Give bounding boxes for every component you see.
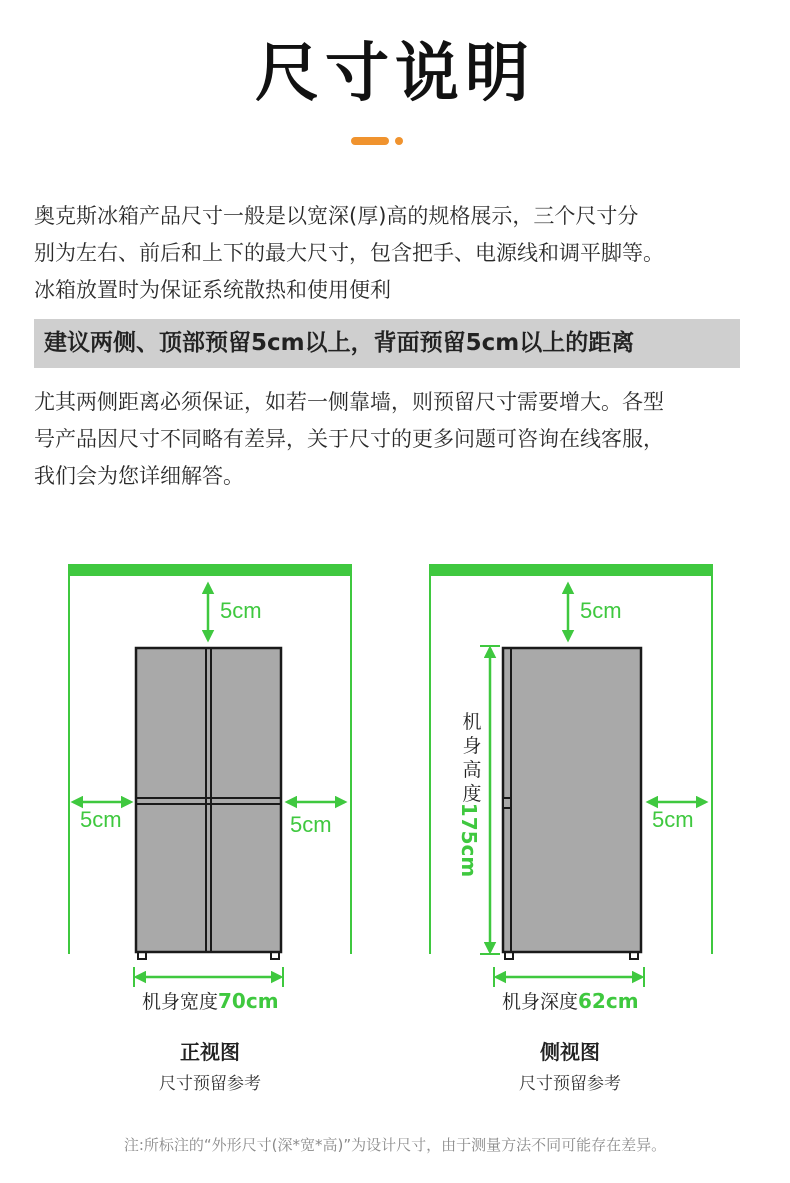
recommendation-highlight: 建议两侧、顶部预留5cm以上，背面预留5cm以上的距离 [34, 319, 740, 368]
side-handle [503, 798, 511, 808]
front-fridge-body [136, 648, 281, 952]
front-caption-title: 正视图 [180, 1040, 240, 1064]
front-view [68, 564, 352, 1013]
side-top-gap-label: 5cm [580, 598, 622, 623]
intro-line-2: 别为左右、前后和上下的最大尺寸，包含把手、电源线和调平脚等。 [34, 241, 664, 265]
front-top-gap-label: 5cm [220, 598, 262, 623]
detail-line-2: 号产品因尺寸不同略有差异，关于尺寸的更多问题可咨询在线客服， [34, 427, 664, 451]
title-accent-bar [351, 137, 389, 145]
page-title: 尺寸说明 [255, 37, 535, 111]
side-caption-subtitle: 尺寸预留参考 [519, 1074, 621, 1094]
front-width-label: 机身宽度70cm [142, 989, 279, 1013]
front-right-gap-label: 5cm [290, 812, 332, 837]
detail-line-3: 我们会为您详细解答。 [34, 464, 244, 488]
front-fridge [136, 648, 281, 959]
side-fridge [503, 648, 641, 959]
side-depth-value: 62cm [578, 989, 639, 1013]
side-caption-title: 侧视图 [540, 1040, 600, 1064]
side-depth-label: 机身深度62cm [502, 989, 639, 1013]
side-right-gap-label: 5cm [652, 807, 694, 832]
side-height-value: 175cm [457, 802, 481, 878]
clearance-diagram [0, 540, 790, 1100]
detail-paragraph [34, 384, 764, 495]
front-left-gap-label: 5cm [80, 807, 122, 832]
front-width-value: 70cm [218, 989, 279, 1013]
title-accent-dot [395, 137, 403, 145]
intro-line-1: 奥克斯冰箱产品尺寸一般是以宽深(厚)高的规格展示，三个尺寸分 [34, 204, 639, 228]
intro-line-3: 冰箱放置时为保证系统散热和使用便利 [34, 278, 391, 302]
side-height-label: 机身高度 [462, 711, 482, 805]
intro-paragraph [34, 198, 764, 309]
front-caption-subtitle: 尺寸预留参考 [159, 1074, 261, 1094]
side-top-wall [429, 564, 713, 576]
side-fridge-body [503, 648, 641, 952]
front-top-wall [68, 564, 352, 576]
footnote: 注:所标注的“外形尺寸(深*宽*高)”为设计尺寸，由于测量方法不同可能存在差异。 [123, 1136, 667, 1154]
side-view [429, 564, 713, 1013]
detail-line-1: 尤其两侧距离必须保证，如若一侧靠墙，则预留尺寸需要增大。各型 [34, 390, 664, 414]
